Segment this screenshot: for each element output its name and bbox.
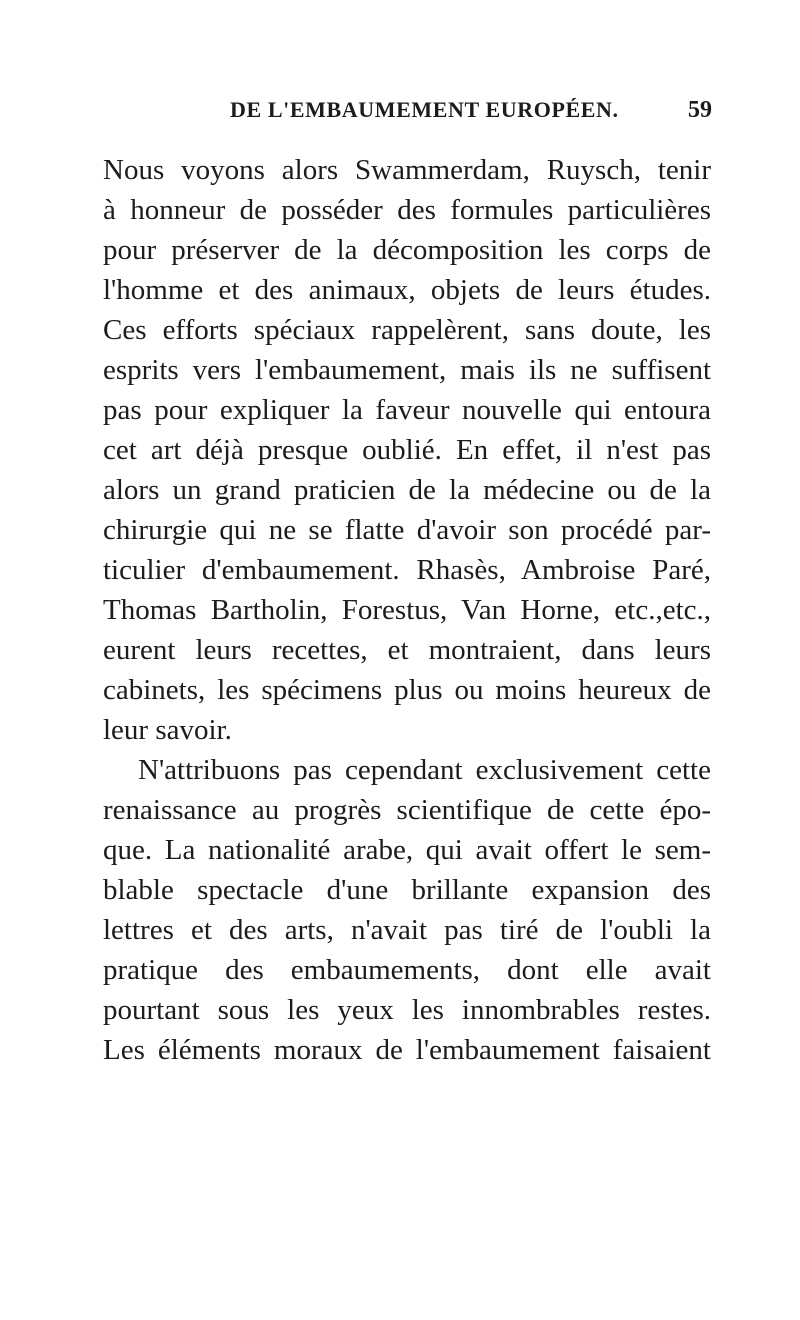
text-line: chirurgie qui ne se flatte d'avoir son procédé par- (103, 514, 711, 546)
text-line: pourtant sous les yeux les innombrables restes. (103, 994, 711, 1026)
text-line: ticulier d'embaumement. Rhasès, Ambroise Paré, (103, 554, 711, 586)
text-line: Les éléments moraux de l'embaumement faisaient (103, 1034, 711, 1066)
page-number: 59 (688, 97, 712, 123)
text-line: lettres et des arts, n'avait pas tiré de l'oubli la (103, 914, 711, 946)
text-line: alors un grand praticien de la médecine ou de la (103, 474, 711, 506)
text-line: Ces efforts spéciaux rappelèrent, sans doute, les (103, 314, 711, 346)
text-line: blable spectacle d'une brillante expansion des (103, 874, 711, 906)
text-line: N'attribuons pas cependant exclusivement cette (138, 754, 711, 786)
text-line: à honneur de posséder des formules particulières (103, 194, 711, 226)
text-line: eurent leurs recettes, et montraient, dans leurs (103, 634, 711, 666)
text-line: renaissance au progrès scientifique de cette épo- (103, 794, 711, 826)
text-line: esprits vers l'embaumement, mais ils ne suffisent (103, 354, 711, 386)
text-line: leur savoir. (103, 714, 232, 746)
text-line: que. La nationalité arabe, qui avait offert le sem- (103, 834, 711, 866)
text-line: cet art déjà presque oublié. En effet, il n'est pas (103, 434, 711, 466)
text-line: pratique des embaumements, dont elle avait (103, 954, 711, 986)
text-line: Thomas Bartholin, Forestus, Van Horne, etc.,etc., (103, 594, 711, 626)
running-head (100, 95, 712, 125)
running-title: DE L'EMBAUMEMENT EUROPÉEN. (230, 97, 619, 122)
text-line: Nous voyons alors Swammerdam, Ruysch, tenir (103, 154, 711, 186)
text-line: pas pour expliquer la faveur nouvelle qui entoura (103, 394, 711, 426)
text-line: cabinets, les spécimens plus ou moins heureux de (103, 674, 711, 706)
text-line: l'homme et des animaux, objets de leurs études. (103, 274, 711, 306)
text-line: pour préserver de la décomposition les corps de (103, 234, 711, 266)
